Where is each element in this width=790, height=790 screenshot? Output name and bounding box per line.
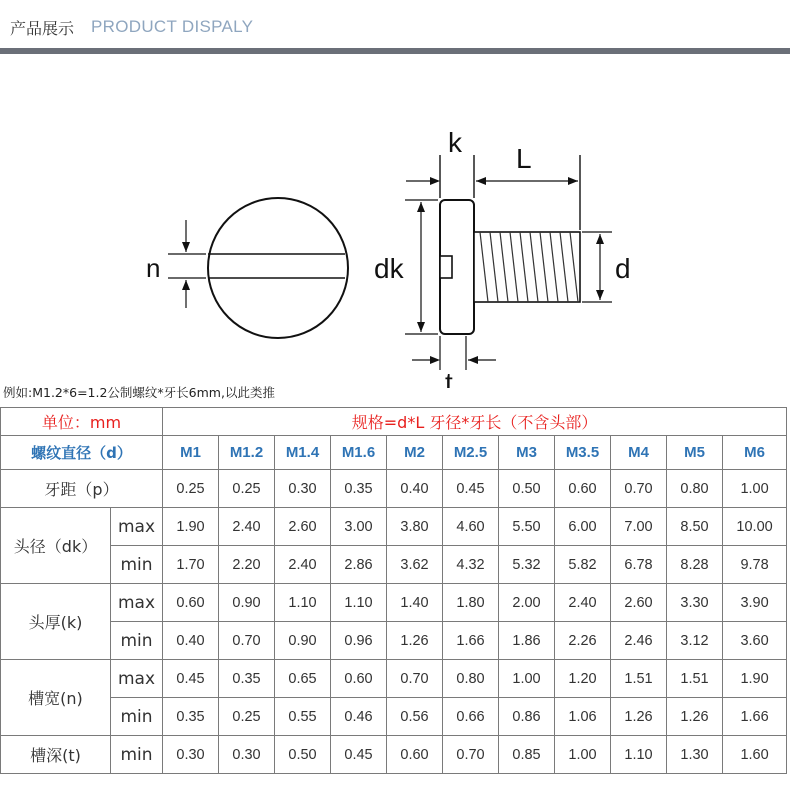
table-cell: 1.80 (443, 584, 499, 622)
table-cell: 0.66 (443, 698, 499, 736)
table-cell: 0.60 (331, 660, 387, 698)
table-cell: 2.46 (611, 622, 667, 660)
table-cell: 0.35 (331, 470, 387, 508)
table-row-unit (1, 408, 787, 436)
table-cell: 8.28 (667, 546, 723, 584)
table-cell: 0.90 (219, 584, 275, 622)
screw-diagram (0, 58, 790, 388)
headdia-label: 头径（dk） (1, 508, 111, 584)
table-row-slotw-max (1, 660, 787, 698)
slotw-label: 槽宽(n) (1, 660, 111, 736)
table-row-sizes (1, 436, 787, 470)
table-cell: 1.60 (723, 736, 787, 774)
table-cell: 1.51 (611, 660, 667, 698)
table-row-headdia-max (1, 508, 787, 546)
table-cell: 6.78 (611, 546, 667, 584)
table-cell: 1.86 (499, 622, 555, 660)
table-cell: 0.80 (443, 660, 499, 698)
spec-label: 规格=d*L 牙径*牙长（不含头部） (163, 408, 787, 436)
table-cell: 1.06 (555, 698, 611, 736)
table-cell: 8.50 (667, 508, 723, 546)
label-d: d (615, 253, 631, 284)
table-cell: 1.10 (611, 736, 667, 774)
header-title-en: PRODUCT DISPALY (91, 17, 254, 36)
head-top-view (146, 198, 348, 338)
size-cell: M1.6 (331, 436, 387, 470)
table-cell: 0.70 (387, 660, 443, 698)
unit-label: 单位：mm (1, 408, 163, 436)
table-cell: 0.60 (163, 584, 219, 622)
table-cell: 3.12 (667, 622, 723, 660)
min-label: min (111, 622, 163, 660)
table-cell: 2.60 (275, 508, 331, 546)
table-cell: 9.78 (723, 546, 787, 584)
size-cell: M1 (163, 436, 219, 470)
table-cell: 4.60 (443, 508, 499, 546)
size-cell: M3 (499, 436, 555, 470)
max-label: max (111, 584, 163, 622)
size-label: 螺纹直径（d） (1, 436, 163, 470)
screw-side-view (374, 127, 631, 388)
table-cell: 0.25 (219, 470, 275, 508)
label-k: k (448, 127, 462, 158)
table-row-headthk-max (1, 584, 787, 622)
screw-diagram-svg (0, 58, 790, 388)
table-cell: 1.90 (163, 508, 219, 546)
table-cell: 1.90 (723, 660, 787, 698)
slotd-label: 槽深(t) (1, 736, 111, 774)
pitch-label: 牙距（p） (1, 470, 163, 508)
table-cell: 0.90 (275, 622, 331, 660)
table-cell: 1.51 (667, 660, 723, 698)
table-cell: 0.65 (275, 660, 331, 698)
table-cell: 0.50 (499, 470, 555, 508)
table-cell: 1.66 (443, 622, 499, 660)
header-rule (0, 48, 790, 54)
header-title-cn: 产品展示 (10, 19, 75, 38)
table-cell: 0.70 (611, 470, 667, 508)
table-cell: 0.25 (163, 470, 219, 508)
size-cell: M1.4 (275, 436, 331, 470)
table-cell: 5.50 (499, 508, 555, 546)
table-cell: 2.40 (275, 546, 331, 584)
size-cell: M3.5 (555, 436, 611, 470)
table-cell: 1.70 (163, 546, 219, 584)
table-cell: 1.26 (611, 698, 667, 736)
table-cell: 0.60 (555, 470, 611, 508)
headthk-label: 头厚(k) (1, 584, 111, 660)
table-cell: 1.26 (387, 622, 443, 660)
max-label: max (111, 660, 163, 698)
table-cell: 0.86 (499, 698, 555, 736)
table-cell: 0.35 (219, 660, 275, 698)
label-dk: dk (374, 253, 404, 284)
table-cell: 2.20 (219, 546, 275, 584)
table-cell: 2.86 (331, 546, 387, 584)
table-cell: 0.70 (443, 736, 499, 774)
table-cell: 3.60 (723, 622, 787, 660)
table-cell: 0.70 (219, 622, 275, 660)
table-cell: 2.40 (219, 508, 275, 546)
table-cell: 0.45 (443, 470, 499, 508)
size-cell: M2 (387, 436, 443, 470)
table-cell: 2.60 (611, 584, 667, 622)
table-cell: 4.32 (443, 546, 499, 584)
size-cell: M1.2 (219, 436, 275, 470)
table-cell: 1.10 (275, 584, 331, 622)
table-cell: 5.32 (499, 546, 555, 584)
table-cell: 1.00 (499, 660, 555, 698)
table-cell: 0.30 (219, 736, 275, 774)
table-cell: 3.90 (723, 584, 787, 622)
table-cell: 0.60 (387, 736, 443, 774)
table-cell: 1.26 (667, 698, 723, 736)
min-label: min (111, 698, 163, 736)
table-cell: 2.00 (499, 584, 555, 622)
table-cell: 0.55 (275, 698, 331, 736)
table-cell: 0.30 (275, 470, 331, 508)
table-cell: 0.25 (219, 698, 275, 736)
table-cell: 3.80 (387, 508, 443, 546)
max-label: max (111, 508, 163, 546)
table-cell: 1.66 (723, 698, 787, 736)
table-cell: 0.50 (275, 736, 331, 774)
min-label: min (111, 736, 163, 774)
table-row-headthk-min (1, 622, 787, 660)
table-cell: 6.00 (555, 508, 611, 546)
table-cell: 0.45 (163, 660, 219, 698)
table-cell: 0.35 (163, 698, 219, 736)
table-cell: 5.82 (555, 546, 611, 584)
table-cell: 10.00 (723, 508, 787, 546)
table-cell: 1.40 (387, 584, 443, 622)
table-cell: 3.62 (387, 546, 443, 584)
table-cell: 1.00 (555, 736, 611, 774)
example-note: 例如:M1.2*6=1.2公制螺纹*牙长6mm,以此类推 (3, 385, 275, 400)
label-n: n (146, 253, 161, 283)
page-header (0, 0, 790, 58)
table-cell: 0.45 (331, 736, 387, 774)
table-row-slotd-min (1, 736, 787, 774)
min-label: min (111, 546, 163, 584)
table-cell: 0.80 (667, 470, 723, 508)
table-row-pitch (1, 470, 787, 508)
size-cell: M4 (611, 436, 667, 470)
table-cell: 1.00 (723, 470, 787, 508)
table-cell: 3.00 (331, 508, 387, 546)
table-cell: 0.46 (331, 698, 387, 736)
table-cell: 0.56 (387, 698, 443, 736)
table-cell: 1.30 (667, 736, 723, 774)
size-cell: M6 (723, 436, 787, 470)
table-cell: 3.30 (667, 584, 723, 622)
table-cell: 0.85 (499, 736, 555, 774)
spec-table (0, 407, 787, 774)
table-row-headdia-min (1, 546, 787, 584)
label-t: t (445, 367, 453, 388)
table-row-slotw-min (1, 698, 787, 736)
table-cell: 0.40 (163, 622, 219, 660)
table-cell: 1.20 (555, 660, 611, 698)
table-cell: 1.10 (331, 584, 387, 622)
table-cell: 0.30 (163, 736, 219, 774)
size-cell: M5 (667, 436, 723, 470)
table-cell: 0.96 (331, 622, 387, 660)
table-cell: 7.00 (611, 508, 667, 546)
table-cell: 2.26 (555, 622, 611, 660)
table-cell: 0.40 (387, 470, 443, 508)
label-L: L (516, 143, 532, 174)
size-cell: M2.5 (443, 436, 499, 470)
table-cell: 2.40 (555, 584, 611, 622)
